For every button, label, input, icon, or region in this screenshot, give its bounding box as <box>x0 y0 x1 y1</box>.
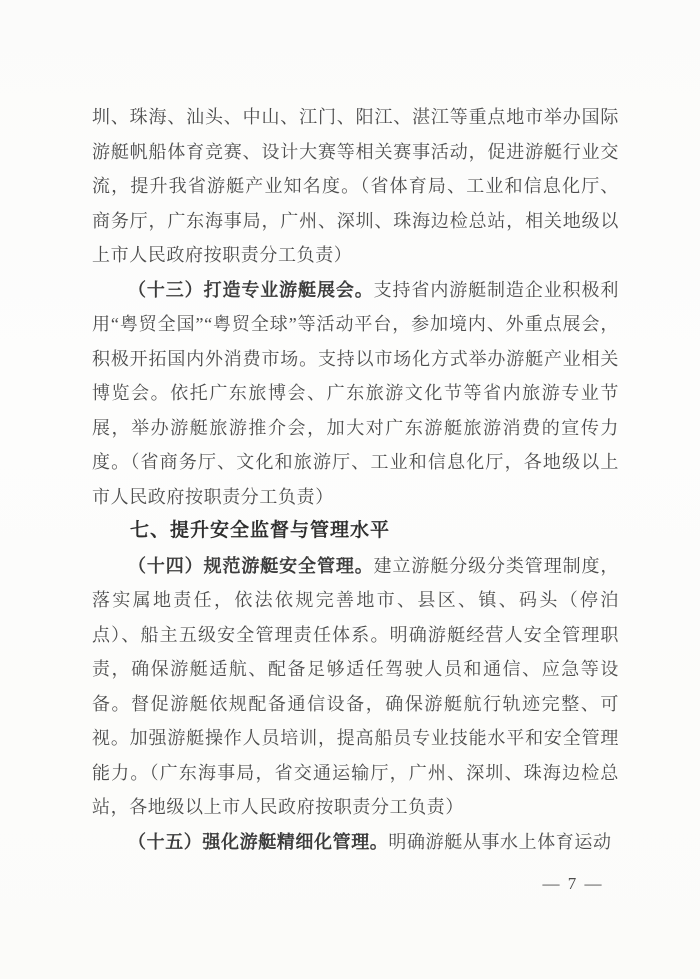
paragraph-item-13 <box>92 273 619 515</box>
section-heading-7 <box>92 514 619 549</box>
paragraph-item-15 <box>92 825 619 860</box>
paragraph-lead: （十四）规范游艇安全管理。 <box>128 555 374 576</box>
paragraph-item-14 <box>92 549 619 825</box>
paragraph-text: 建立游艇分级分类管理制度，落实属地责任，依法依规完善地市、县区、镇、码头（停泊点）、船主五级安全管理责任体系。明确游艇经营人安全管理职责，确保游艇适航、配备足够适任驾驶人员和通信、应急等设备。督促游艇依规配备通信设备，确保游艇航行轨迹完整、可视。加强游艇操作人员培训，提高船员专业技能水平和安全管理能力。（广东海事局，省交通运输厅，广州、深圳、珠海边检总站，各地级以上市人民政府按职责分工负责） <box>92 555 619 817</box>
paragraph-text: 支持省内游艇制造企业积极利用“粤贸全国”“粤贸全球”等活动平台，参加境内、外重点展会，积极开拓国内外消费市场。支持以市场化方式举办游艇产业相关博览会。依托广东旅博会、广东旅游文化节等省内旅游专业节展，举办游艇旅游推介会，加大对广东游艇旅游消费的宣传力度。（省商务厅、文化和旅游厅、工业和信息化厅，各地级以上市人民政府按职责分工负责） <box>92 279 619 507</box>
paragraph-continuation <box>92 100 619 273</box>
section-heading-text: 七、提升安全监督与管理水平 <box>130 520 391 541</box>
paragraph-lead: （十三）打造专业游艇展会。 <box>128 279 374 300</box>
document-body <box>92 100 619 859</box>
paragraph-text: 明确游艇从事水上体育运动 <box>388 831 612 852</box>
paragraph-lead: （十五）强化游艇精细化管理。 <box>128 831 389 852</box>
paragraph-text: 圳、珠海、汕头、中山、江门、阳江、湛江等重点地市举办国际游艇帆船体育竞赛、设计大赛等相关赛事活动，促进游艇行业交流，提升我省游艇产业知名度。（省体育局、工业和信息化厅、商务厅，广东海事局，广州、深圳、珠海边检总站，相关地级以上市人民政府按职责分工负责） <box>92 107 619 265</box>
page-number: — 7 — <box>542 874 604 893</box>
